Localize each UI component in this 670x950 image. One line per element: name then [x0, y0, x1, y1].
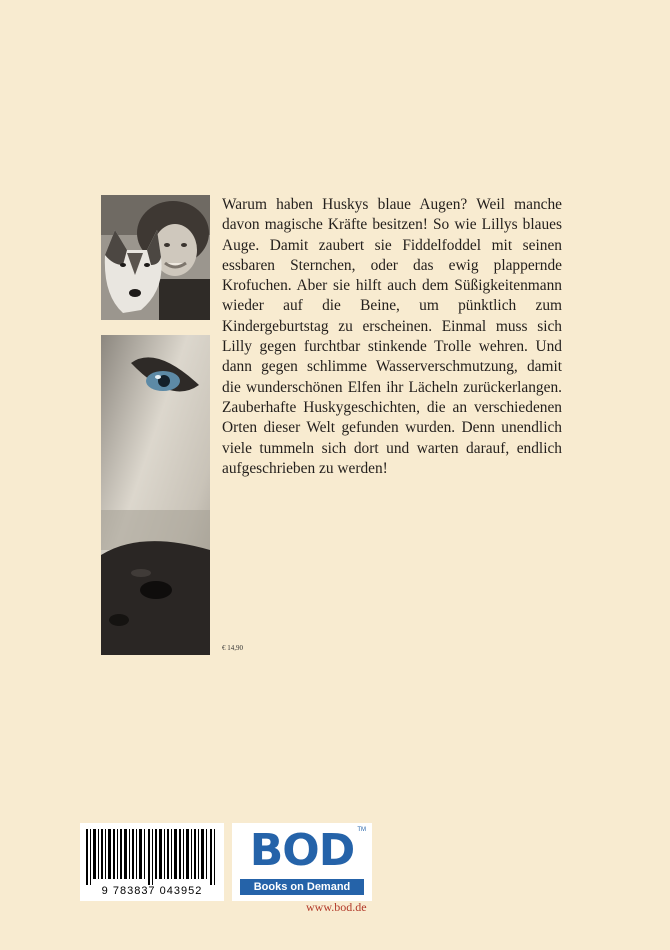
bod-tagline: Books on Demand: [240, 879, 364, 895]
bod-publisher-logo: [232, 823, 372, 901]
trademark-mark: TM: [357, 827, 366, 833]
barcode-bars: [86, 829, 218, 885]
bod-logo-wordmark: BOD: [249, 825, 355, 876]
author-with-husky-photo: [101, 195, 210, 320]
price-label: € 14,90: [222, 644, 243, 652]
publisher-website: www.bod.de: [306, 900, 367, 914]
husky-closeup-photo: [101, 335, 210, 655]
back-cover-blurb: Warum haben Huskys blaue Augen? Weil manche davon magische Kräfte besitzen! So wie Lillys blaues Auge. Damit zaubert sie Fiddelfoddel mit seinen essbaren Sternchen, oder das ewig plappernde Krofuchen. Aber sie hilft auch dem Süßigkeitenmann wieder auf die Beine, um pünktlich zum Kindergeburtstag zu erscheinen. Einmal muss sich Lilly gegen furchtbar stinkende Trolle wehren. Und dann gegen schlimme Wasserverschmutzung, damit die wunderschönen Elfen ihr Lächeln zurückerlangen. Zauberhafte Huskygeschichten, die an verschiedenen Orten dieser Welt gefunden wurden. Denn unendlich viele tummeln sich dort und warten darauf, endlich aufgeschrieben zu werden!: [222, 196, 562, 477]
isbn-barcode: [80, 823, 224, 901]
isbn-number: 9 783837 043952: [101, 885, 203, 897]
